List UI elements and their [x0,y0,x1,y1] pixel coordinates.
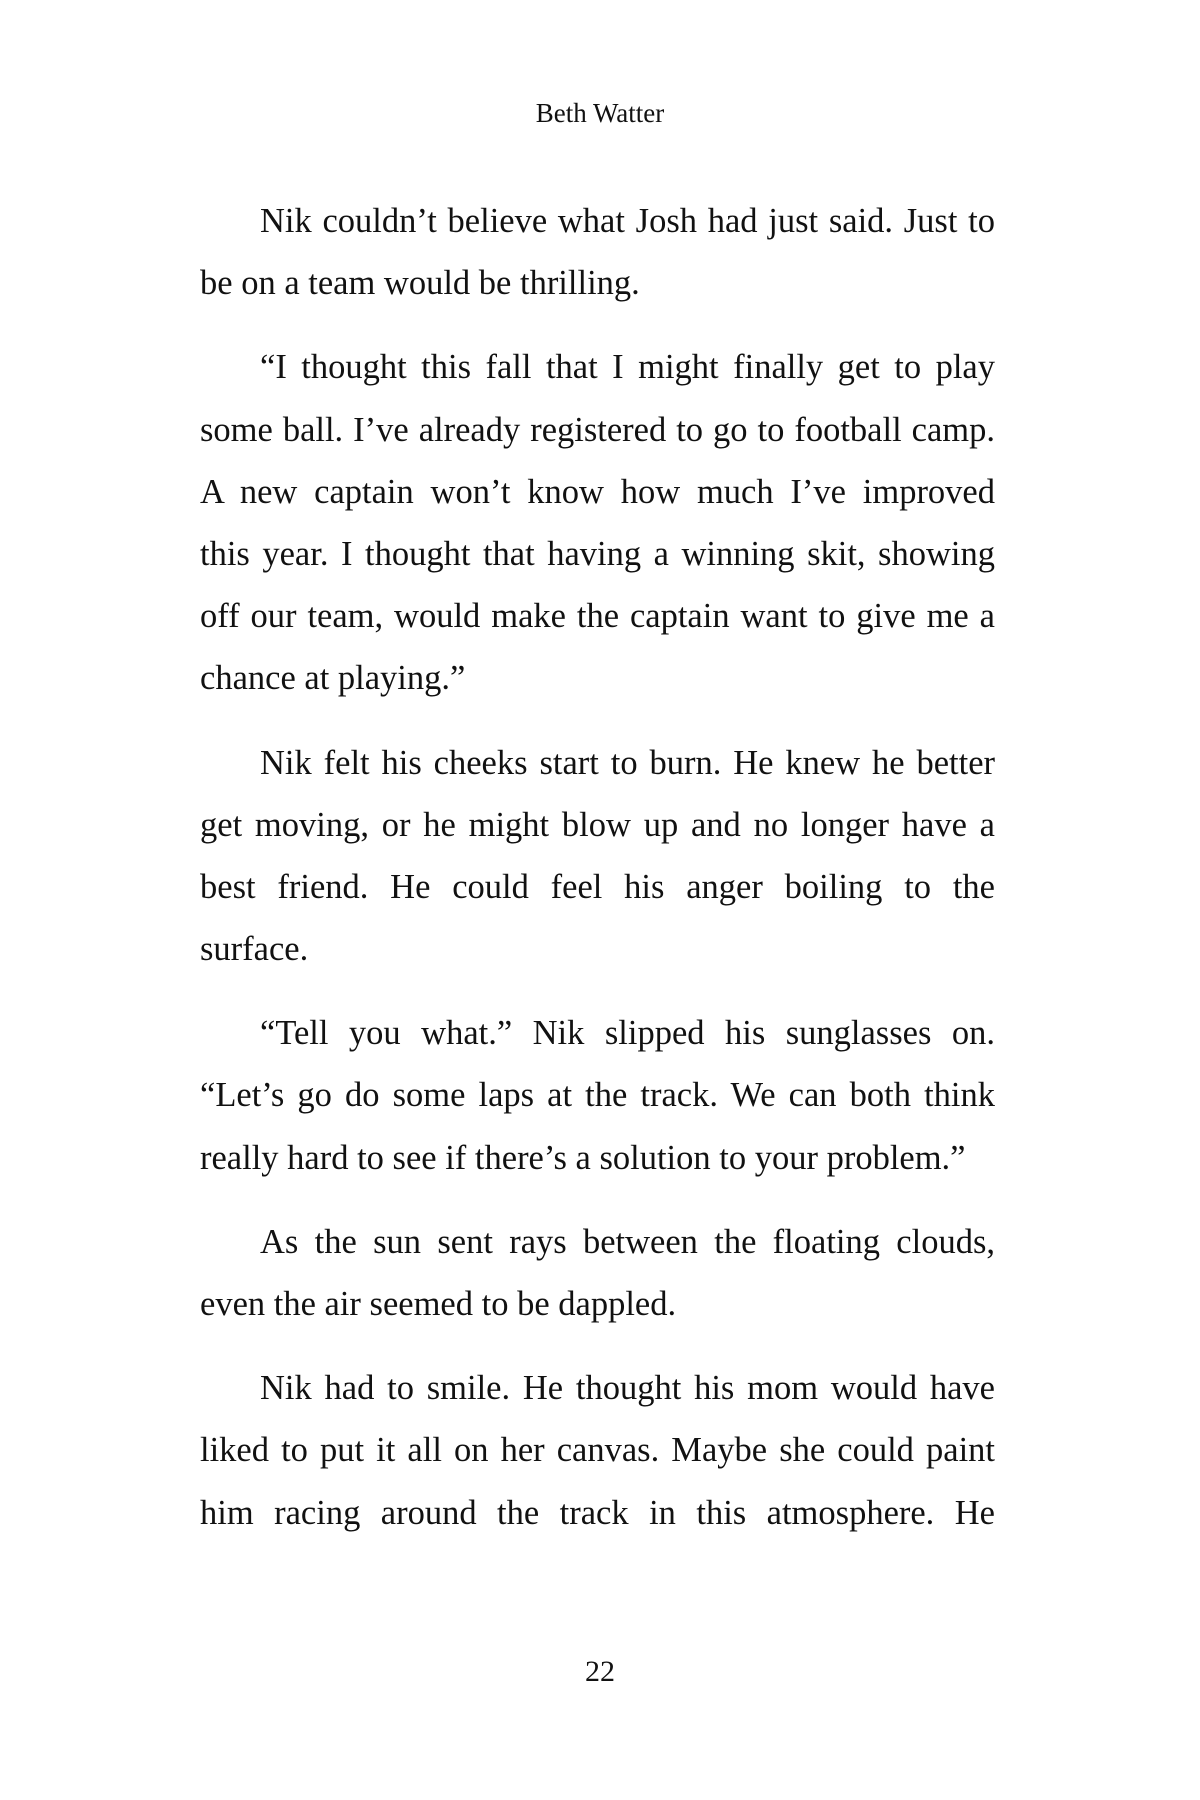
text-line: Nik felt his cheeks start to burn. He knew he better [260,743,995,782]
text-line: really hard to see if there’s a solution to your problem.” [200,1138,966,1177]
running-header-author: Beth Watter [535,98,665,128]
text-line: off our team, would make the captain want to give me a [200,597,995,636]
paragraph [200,1357,995,1544]
text-line: best friend. He could feel his anger boiling to the [200,867,995,906]
text-line: liked to put it all on her canvas. Maybe she could paint [200,1431,995,1470]
text-line: “I thought this fall that I might finally get to play [260,348,995,387]
text-line: even the air seemed to be dappled. [200,1285,677,1323]
text-line: “Tell you what.” Nik slipped his sunglasses on. [260,1014,995,1053]
text-line: this year. I thought that having a winning skit, showing [200,534,995,573]
text-line: chance at playing.” [200,659,466,698]
paragraph [200,336,995,709]
page-number: 22 [585,1655,615,1688]
text-line: Nik had to smile. He thought his mom would have [260,1369,995,1408]
paragraph [200,732,995,981]
text-line: Nik couldn’t believe what Josh had just said. Just to [260,202,995,240]
text-line: some ball. I’ve already registered to go to football camp. [200,410,995,449]
page-body [200,190,995,1566]
paragraph [200,190,995,314]
text-line: be on a team would be thrilling. [200,264,640,303]
text-line: As the sun sent rays between the floating clouds, [260,1222,995,1261]
paragraph [200,1211,995,1335]
paragraph [200,1002,995,1189]
text-line: A new captain won’t know how much I’ve improved [200,472,995,511]
text-line: surface. [200,930,309,969]
text-line: get moving, or he might blow up and no longer have a [200,805,995,844]
text-line: him racing around the track in this atmosphere. He [200,1493,995,1532]
text-line: “Let’s go do some laps at the track. We can both think [200,1076,995,1115]
